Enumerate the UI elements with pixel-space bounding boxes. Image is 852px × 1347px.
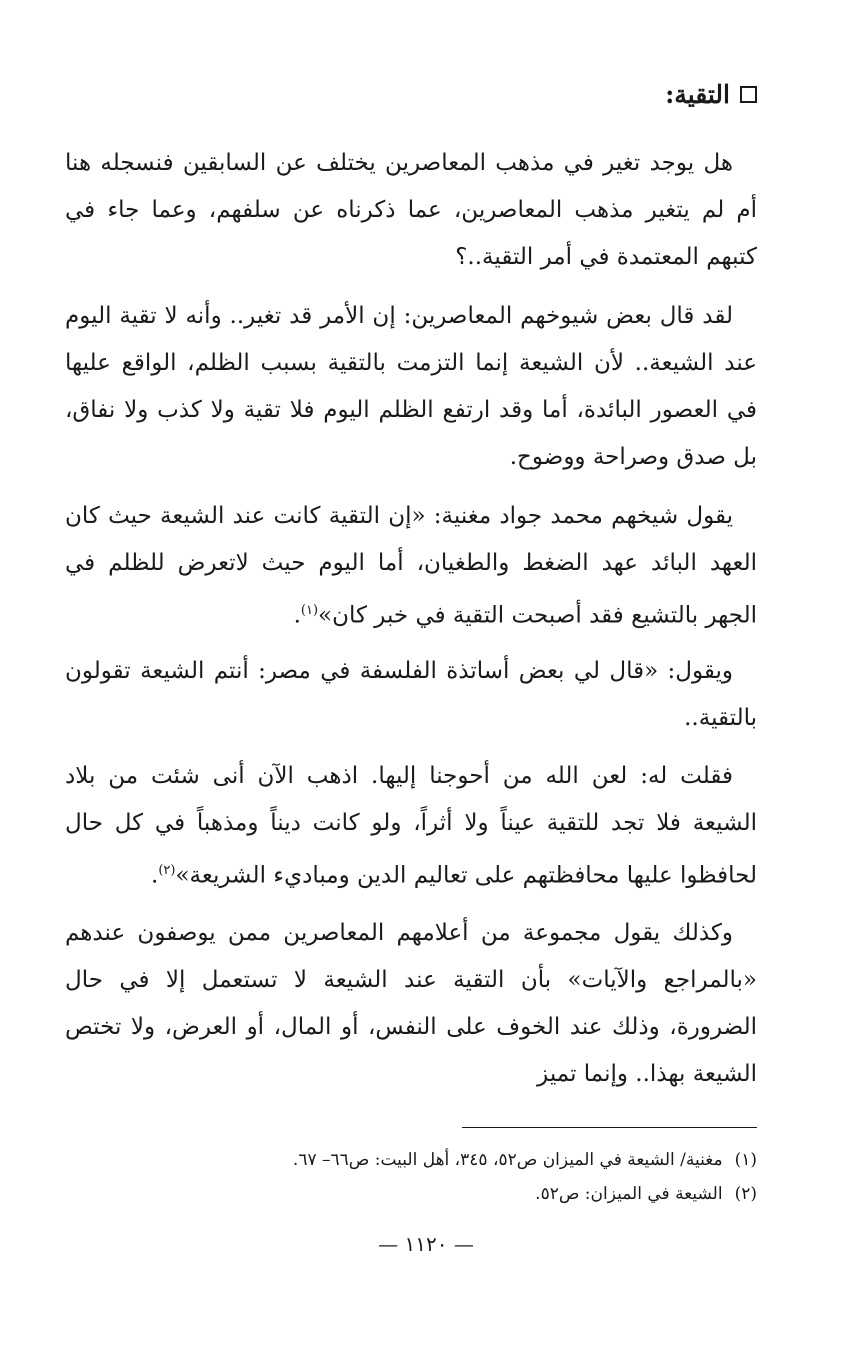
paragraph-body: فقلت له: لعن الله من أحوجنا إليها. اذهب الآن أنى شئت من بلاد الشيعة فلا تجد للتقية عيناً ولا أثراً، ولو كانت ديناً ومذهباً في كل حال لحافظوا عليها محافظتهم على تعاليم الدين ومباديء الشريعة» [65,763,757,889]
paragraph-text: لقد قال بعض شيوخهم المعاصرين: إن الأمر قد تغير.. وأنه لا تقية اليوم عند الشيعة.. لأن الشيعة إنما التزمت بالتقية بسبب الظلم، الواقع عليها في العصور البائدة، أما وقد ارتفع الظلم اليوم فلا تقية ولا كذب ولا نفاق، بل صدق وصراحة ووضوح. [65,303,757,470]
paragraph-6 [65,910,757,1098]
footnote-text: الشيعة في الميزان: ص٥٢. [535,1184,723,1204]
footnote-ref: (١) [300,603,319,618]
footnotes [65,1143,757,1211]
footnote-number: (١) [734,1150,757,1170]
square-bullet-icon [740,86,757,103]
footnote-divider [462,1127,757,1128]
paragraph-1 [65,140,757,281]
paragraph-3 [65,493,757,640]
footnote-item [65,1143,757,1177]
paragraph-body: يقول شيخهم محمد جواد مغنية: «إن التقية كانت عند الشيعة حيث كان العهد البائد عهد الضغط والطغيان، أما اليوم حيث لاتعرض للظلم في الجهر بالتشيع فقد أصبحت التقية في خبر كان» [65,503,757,629]
paragraph-2 [65,293,757,481]
paragraph-text: يقول شيخهم محمد جواد مغنية: «إن التقية كانت عند الشيعة حيث كان العهد البائد عهد الضغط والطغيان، أما اليوم حيث لاتعرض للظلم في الجهر بالتشيع فقد أصبحت التقية في خبر كان»$^{(١)}$. [65,503,757,629]
footnote-ref: (٢) [158,863,176,878]
paragraph-text: هل يوجد تغير في مذهب المعاصرين يختلف عن السابقين فنسجله هنا أم لم يتغير مذهب المعاصرين، عما ذكرناه عن سلفهم، وعما جاء في كتبهم المعتمدة في أمر التقية..؟ [65,150,757,270]
footnote-number: (٢) [734,1184,757,1204]
section-heading [665,80,757,109]
page-number: — ١١٢٠ — [378,1232,474,1256]
footnote-text: مغنية/ الشيعة في الميزان ص٥٢، ٣٤٥، أهل البيت: ص٦٦– ٦٧. [292,1150,723,1170]
paragraph-text: ويقول: «قال لي بعض أساتذة الفلسفة في مصر: أنتم الشيعة تقولون بالتقية.. [65,658,757,731]
paragraph-4 [65,648,757,742]
paragraph-5 [65,753,757,900]
section-title: التقية: [665,80,730,109]
paragraph-text: وكذلك يقول مجموعة من أعلامهم المعاصرين ممن يوصفون عندهم «بالمراجع والآيات» بأن التقية عند الشيعة لا تستعمل إلا في حال الضرورة، وذلك عند الخوف على النفس، أو المال، أو العرض، ولا تختص الشيعة بهذا.. وإنما تميز [65,920,757,1087]
paragraph-text: فقلت له: لعن الله من أحوجنا إليها. اذهب الآن أنى شئت من بلاد الشيعة فلا تجد للتقية عيناً ولا أثراً، ولو كانت ديناً ومذهباً في كل حال لحافظوا عليها محافظتهم على تعاليم الدين ومباديء الشريعة»$^{(٢)}$. [65,763,757,889]
footnote-item [65,1177,757,1211]
